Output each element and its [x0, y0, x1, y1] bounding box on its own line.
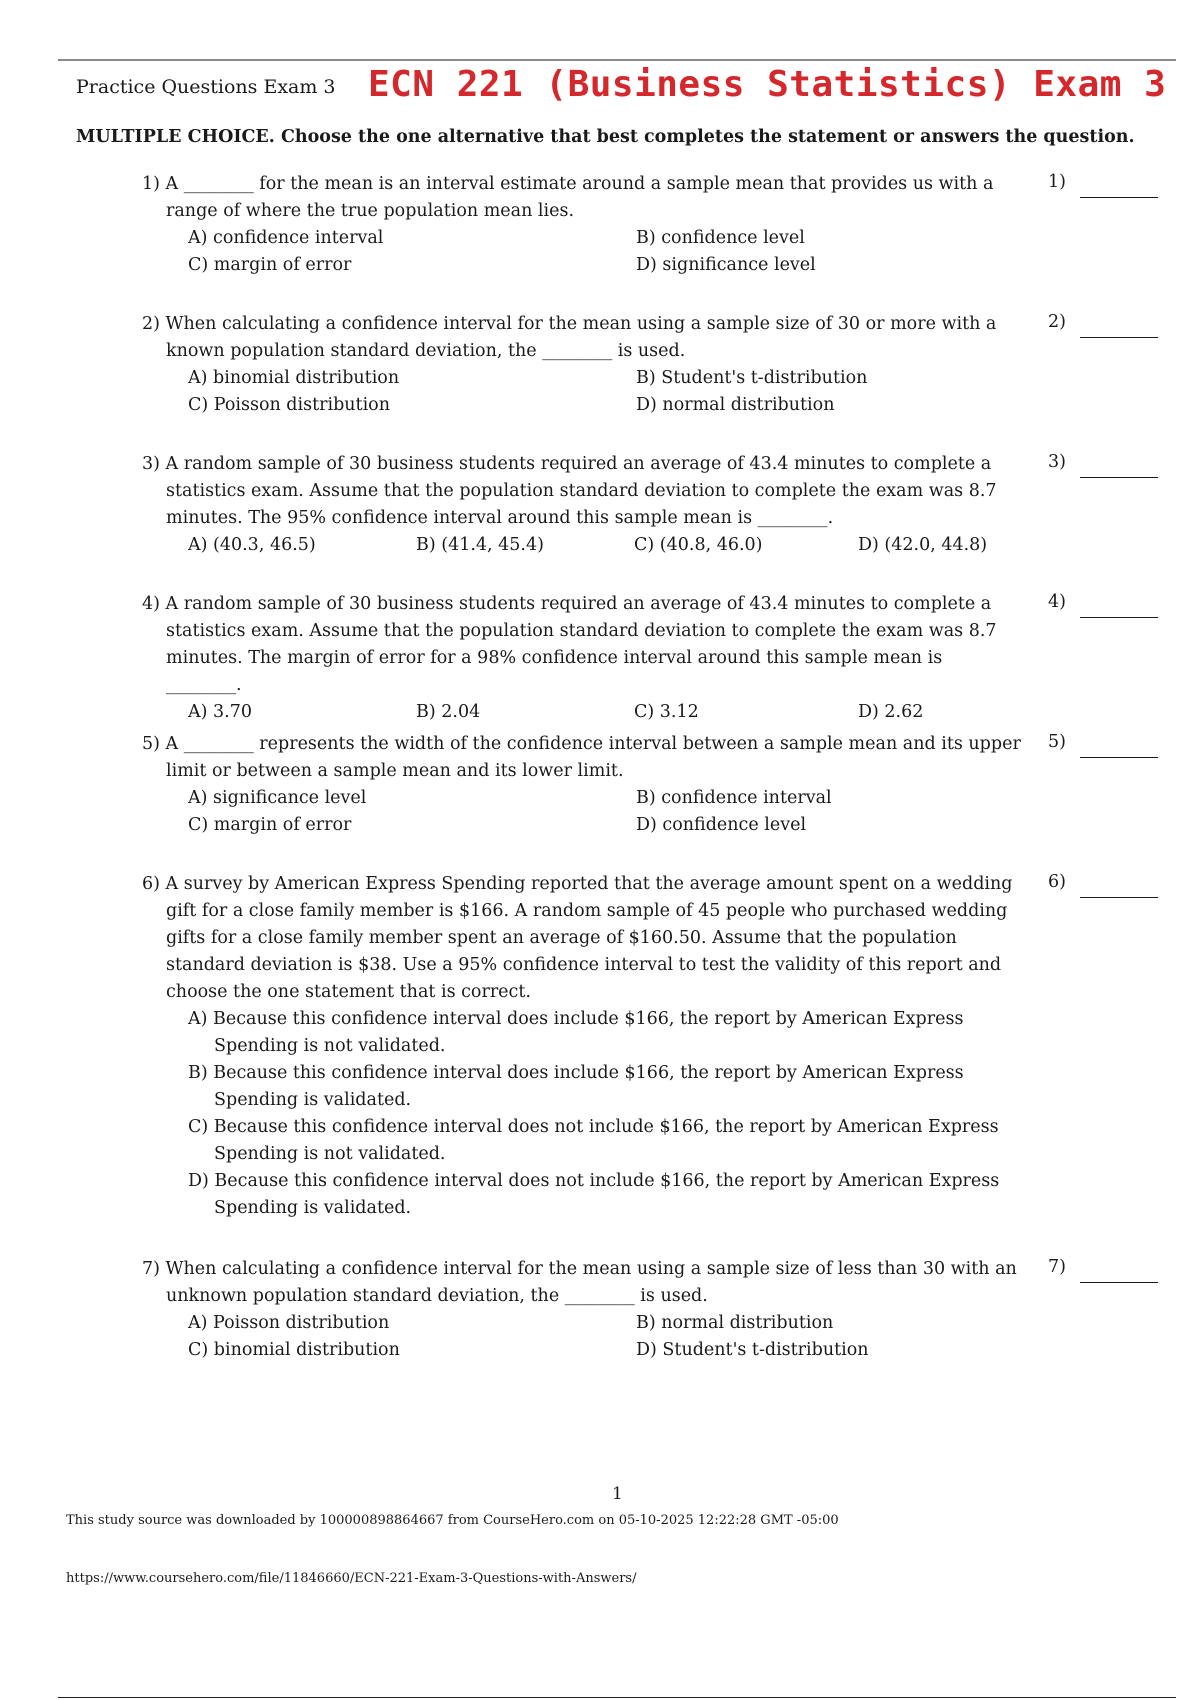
question-4	[142, 591, 1022, 726]
answer-blank-2[interactable]	[1080, 337, 1158, 338]
top-rule	[58, 59, 1176, 61]
choice-d: D) Student's t-distribution	[636, 1340, 869, 1360]
page-title: ECN 221 (Business Statistics) Exam 3	[368, 64, 1167, 105]
question-text: 6) A survey by American Express Spending reported that the average amount spent on a wedding gift for a close family member is $166. A random sample of 45 people who purchased wedding gifts for a close family member spent an average of $160.50. Assume that the population standard deviation is $38. Use a 95% confidence interval to test the validity of this report and choose the one statement that is correct.	[142, 874, 1013, 1002]
choice-b: B) (41.4, 45.4)	[416, 535, 544, 555]
choice-a: A) binomial distribution	[188, 368, 400, 388]
choice-c: C) margin of error	[188, 815, 352, 835]
choice-c: C) (40.8, 46.0)	[634, 535, 763, 555]
choice-d: D) 2.62	[858, 702, 924, 722]
choice-b: B) confidence level	[636, 228, 805, 248]
choice-d: D) confidence level	[636, 815, 807, 835]
answer-number-3: 3)	[1048, 452, 1066, 472]
answer-number-7: 7)	[1048, 1257, 1066, 1277]
choices	[142, 785, 1022, 839]
choices	[142, 1006, 1022, 1222]
answer-number-1: 1)	[1048, 172, 1066, 192]
choice-a: A) confidence interval	[188, 228, 384, 248]
choice-a: A) (40.3, 46.5)	[188, 535, 316, 555]
question-3	[142, 451, 1022, 559]
answer-number-2: 2)	[1048, 312, 1066, 332]
choice-d: D) (42.0, 44.8)	[858, 535, 988, 555]
source-url[interactable]: https://www.coursehero.com/file/11846660/ECN-221-Exam-3-Questions-with-Answers/	[66, 1571, 637, 1586]
choice-c: C) binomial distribution	[188, 1340, 400, 1360]
download-note: This study source was downloaded by 100000898864667 from CourseHero.com on 05-10-2025 12:22:28 GMT -05:00	[66, 1513, 839, 1528]
question-text: 7) When calculating a confidence interval for the mean using a sample size of less than 30 with an unknown population standard deviation, the ________ is used.	[142, 1259, 1017, 1306]
choice-b: B) Because this confidence interval does include $166, the report by American Express Spending is validated.	[188, 1063, 964, 1110]
answer-number-5: 5)	[1048, 732, 1066, 752]
choice-d: D) significance level	[636, 255, 816, 275]
choice-b: B) Student's t-distribution	[636, 368, 868, 388]
question-6	[142, 871, 1022, 1222]
answer-blank-7[interactable]	[1080, 1282, 1158, 1283]
question-1	[142, 171, 1022, 279]
question-5	[142, 731, 1022, 839]
answer-number-4: 4)	[1048, 592, 1066, 612]
question-2	[142, 311, 1022, 419]
choice-a: A) Because this confidence interval does include $166, the report by American Express Spending is not validated.	[188, 1009, 964, 1056]
choice-d: D) Because this confidence interval does not include $166, the report by American Express Spending is validated.	[188, 1171, 1000, 1218]
answer-blank-3[interactable]	[1080, 477, 1158, 478]
choice-a: A) 3.70	[188, 702, 252, 722]
question-text: 1) A ________ for the mean is an interval estimate around a sample mean that provides us with a range of where the true population mean lies.	[142, 174, 994, 221]
question-text: 5) A ________ represents the width of the confidence interval between a sample mean and its upper limit or between a sample mean and its lower limit.	[142, 734, 1021, 781]
question-text: 4) A random sample of 30 business students required an average of 43.4 minutes to complete a statistics exam. Assume that the population standard deviation to complete the exam was 8.7 minutes. The margin of error for a 98% confidence interval around this sample mean is ________.	[142, 594, 997, 695]
instructions: MULTIPLE CHOICE. Choose the one alternative that best completes the statement or answers the question.	[76, 127, 1135, 147]
choice-a: A) Poisson distribution	[188, 1313, 390, 1333]
choices	[142, 532, 1022, 559]
choices	[142, 365, 1022, 419]
answer-blank-1[interactable]	[1080, 197, 1158, 198]
choice-b: B) confidence interval	[636, 788, 832, 808]
choice-d: D) normal distribution	[636, 395, 835, 415]
header-left-label: Practice Questions Exam 3	[76, 76, 336, 98]
choices	[142, 699, 1022, 726]
answer-blank-5[interactable]	[1080, 757, 1158, 758]
choice-c: C) margin of error	[188, 255, 352, 275]
choice-c: C) Because this confidence interval does not include $166, the report by American Express Spending is not validated.	[188, 1117, 999, 1164]
question-7	[142, 1256, 1022, 1364]
choice-a: A) significance level	[188, 788, 367, 808]
choices	[142, 1310, 1022, 1364]
question-text: 3) A random sample of 30 business students required an average of 43.4 minutes to complete a statistics exam. Assume that the population standard deviation to complete the exam was 8.7 minutes. The 95% confidence interval around this sample mean is ________.	[142, 454, 997, 528]
page-number: 1	[612, 1484, 623, 1504]
choice-b: B) 2.04	[416, 702, 481, 722]
answer-blank-6[interactable]	[1080, 897, 1158, 898]
answer-number-6: 6)	[1048, 872, 1066, 892]
choice-b: B) normal distribution	[636, 1313, 834, 1333]
answer-blank-4[interactable]	[1080, 617, 1158, 618]
choice-c: C) 3.12	[634, 702, 699, 722]
choices	[142, 225, 1022, 279]
choice-c: C) Poisson distribution	[188, 395, 390, 415]
bottom-rule	[58, 1697, 1176, 1698]
question-text: 2) When calculating a confidence interval for the mean using a sample size of 30 or more with a known population standard deviation, the ________ is used.	[142, 314, 997, 361]
